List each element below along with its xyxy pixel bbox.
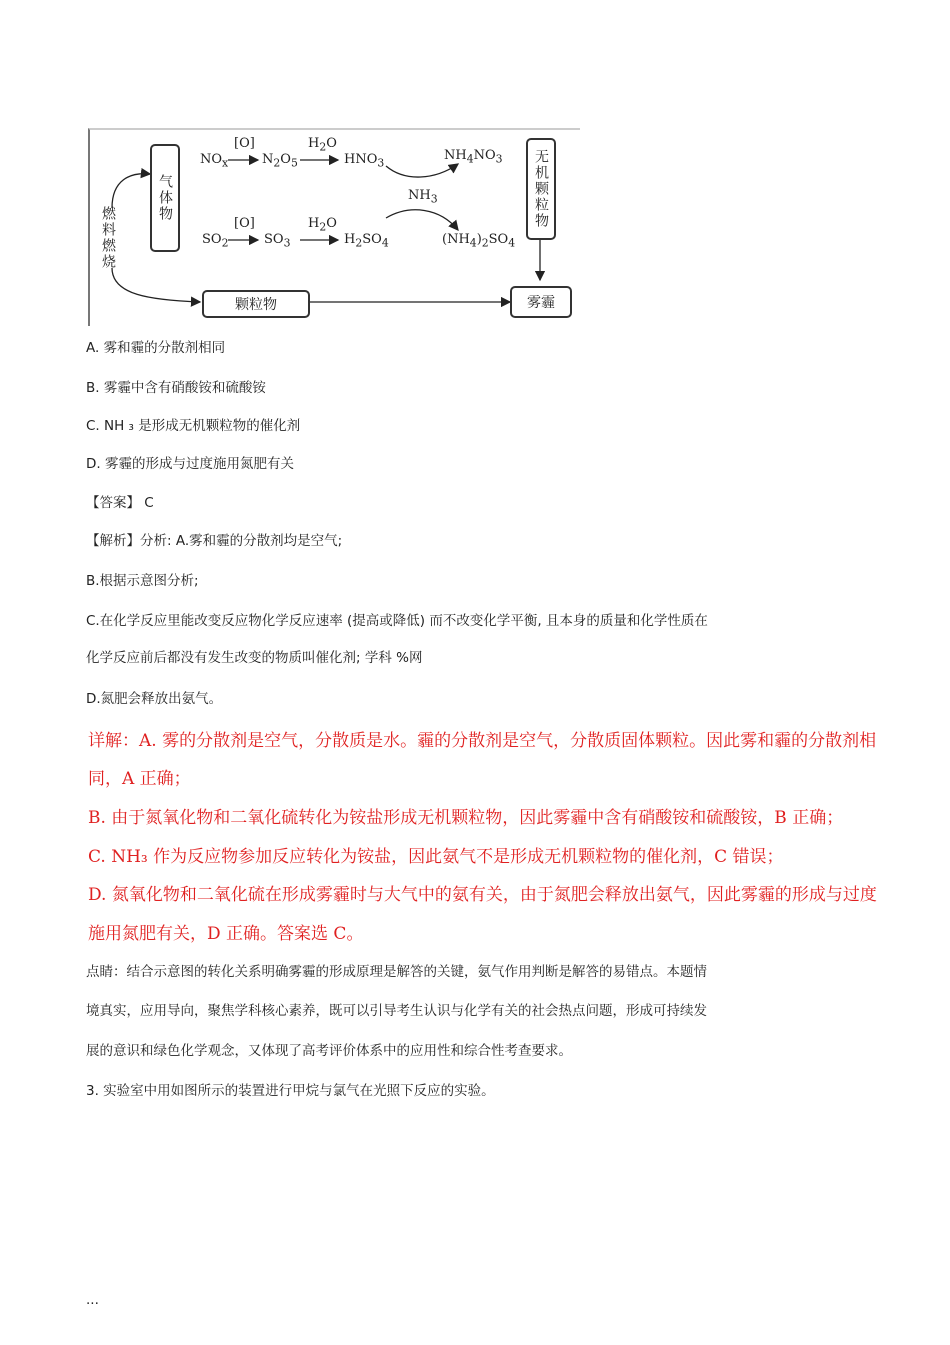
option-c: C. NH ₃ 是形成无机颗粒物的催化剂 (86, 418, 301, 434)
analysis-line-5: D.氮肥会释放出氨气。 (86, 691, 223, 707)
detail-line-2: 同，A 正确； (88, 769, 191, 789)
inorganic-box-label: 无机颗粒物 (533, 149, 549, 229)
haze-box (510, 286, 572, 318)
haze-formation-diagram (88, 128, 580, 326)
comment-line-3: 展的意识和绿色化学观念，又体现了高考评价体系中的应用性和综合性考查要求。 (86, 1043, 572, 1059)
label-h2o-2: $H_2O$ (308, 216, 337, 234)
option-a: A. 雾和霾的分散剂相同 (86, 340, 226, 356)
label-nh3: $NH_3$ (408, 188, 438, 206)
chem-so3: $SO_3$ (264, 232, 291, 250)
haze-box-label: 雾霾 (527, 295, 555, 311)
label-o-2: [O] (234, 216, 255, 231)
detail-line-4: C. NH₃ 作为反应物参加反应转化为铵盐，因此氨气不是形成无机颗粒物的催化剂，C 错误； (88, 847, 784, 867)
fuel-combustion-label: 燃料燃烧 (100, 206, 116, 270)
gas-box-label: 气体物 (157, 174, 173, 222)
analysis-line-1: 【解析】分析: A.雾和霾的分散剂均是空气; (86, 533, 343, 549)
option-b: B. 雾霾中含有硝酸铵和硫酸铵 (86, 380, 266, 396)
footer-ellipsis: ... (86, 1292, 99, 1308)
chem-h2so4: $H_2SO_4$ (344, 232, 389, 250)
label-o-1: [O] (234, 136, 255, 151)
particle-box-label: 颗粒物 (235, 297, 277, 313)
answer: 【答案】 C (86, 495, 154, 511)
chem-n2o5: $N_2O_5$ (262, 152, 298, 170)
analysis-line-4: 化学反应前后都没有发生改变的物质叫催化剂; 学科 %网 (86, 650, 423, 666)
label-h2o-1: $H_2O$ (308, 136, 337, 154)
comment-line-1: 点睛：结合示意图的转化关系明确雾霾的形成原理是解答的关键，氨气作用判断是解答的易错点。本题情 (86, 964, 707, 980)
option-d: D. 雾霾的形成与过度施用氮肥有关 (86, 456, 294, 472)
analysis-line-2: B.根据示意图分析; (86, 573, 199, 589)
chem-hno3: $HNO_3$ (344, 152, 385, 170)
question-3: 3. 实验室中用如图所示的装置进行甲烷与氯气在光照下反应的实验。 (86, 1083, 495, 1099)
particle-box (202, 290, 310, 318)
gas-box (150, 144, 180, 252)
chem-nh4no3: $NH_4NO_3$ (444, 148, 503, 166)
chem-so2: $SO_2$ (202, 232, 229, 250)
inorganic-particle-box (526, 138, 556, 240)
analysis-line-3: C.在化学反应里能改变反应物化学反应速率 (提高或降低) 而不改变化学平衡, 且本身的质量和化学性质在 (86, 613, 708, 629)
detail-line-5: D. 氮氧化物和二氧化硫在形成雾霾时与大气中的氨有关，由于氮肥会释放出氨气，因此雾霾的形成与过度 (88, 885, 877, 905)
chem-nox: $NO_x$ (200, 152, 229, 170)
detail-line-3: B. 由于氮氧化物和二氧化硫转化为铵盐形成无机颗粒物，因此雾霾中含有硝酸铵和硫酸铵，B 正确； (88, 808, 844, 828)
detail-line-6: 施用氮肥有关，D 正确。答案选 C。 (88, 924, 364, 944)
chem-nh42so4: $(NH_4)_2SO_4$ (442, 232, 516, 250)
detail-line-1: 详解：A. 雾的分散剂是空气，分散质是水。霾的分散剂是空气，分散质固体颗粒。因此雾和霾的分散剂相 (88, 731, 877, 751)
comment-line-2: 境真实，应用导向，聚焦学科核心素养，既可以引导考生认识与化学有关的社会热点问题，形成可持续发 (86, 1003, 707, 1019)
